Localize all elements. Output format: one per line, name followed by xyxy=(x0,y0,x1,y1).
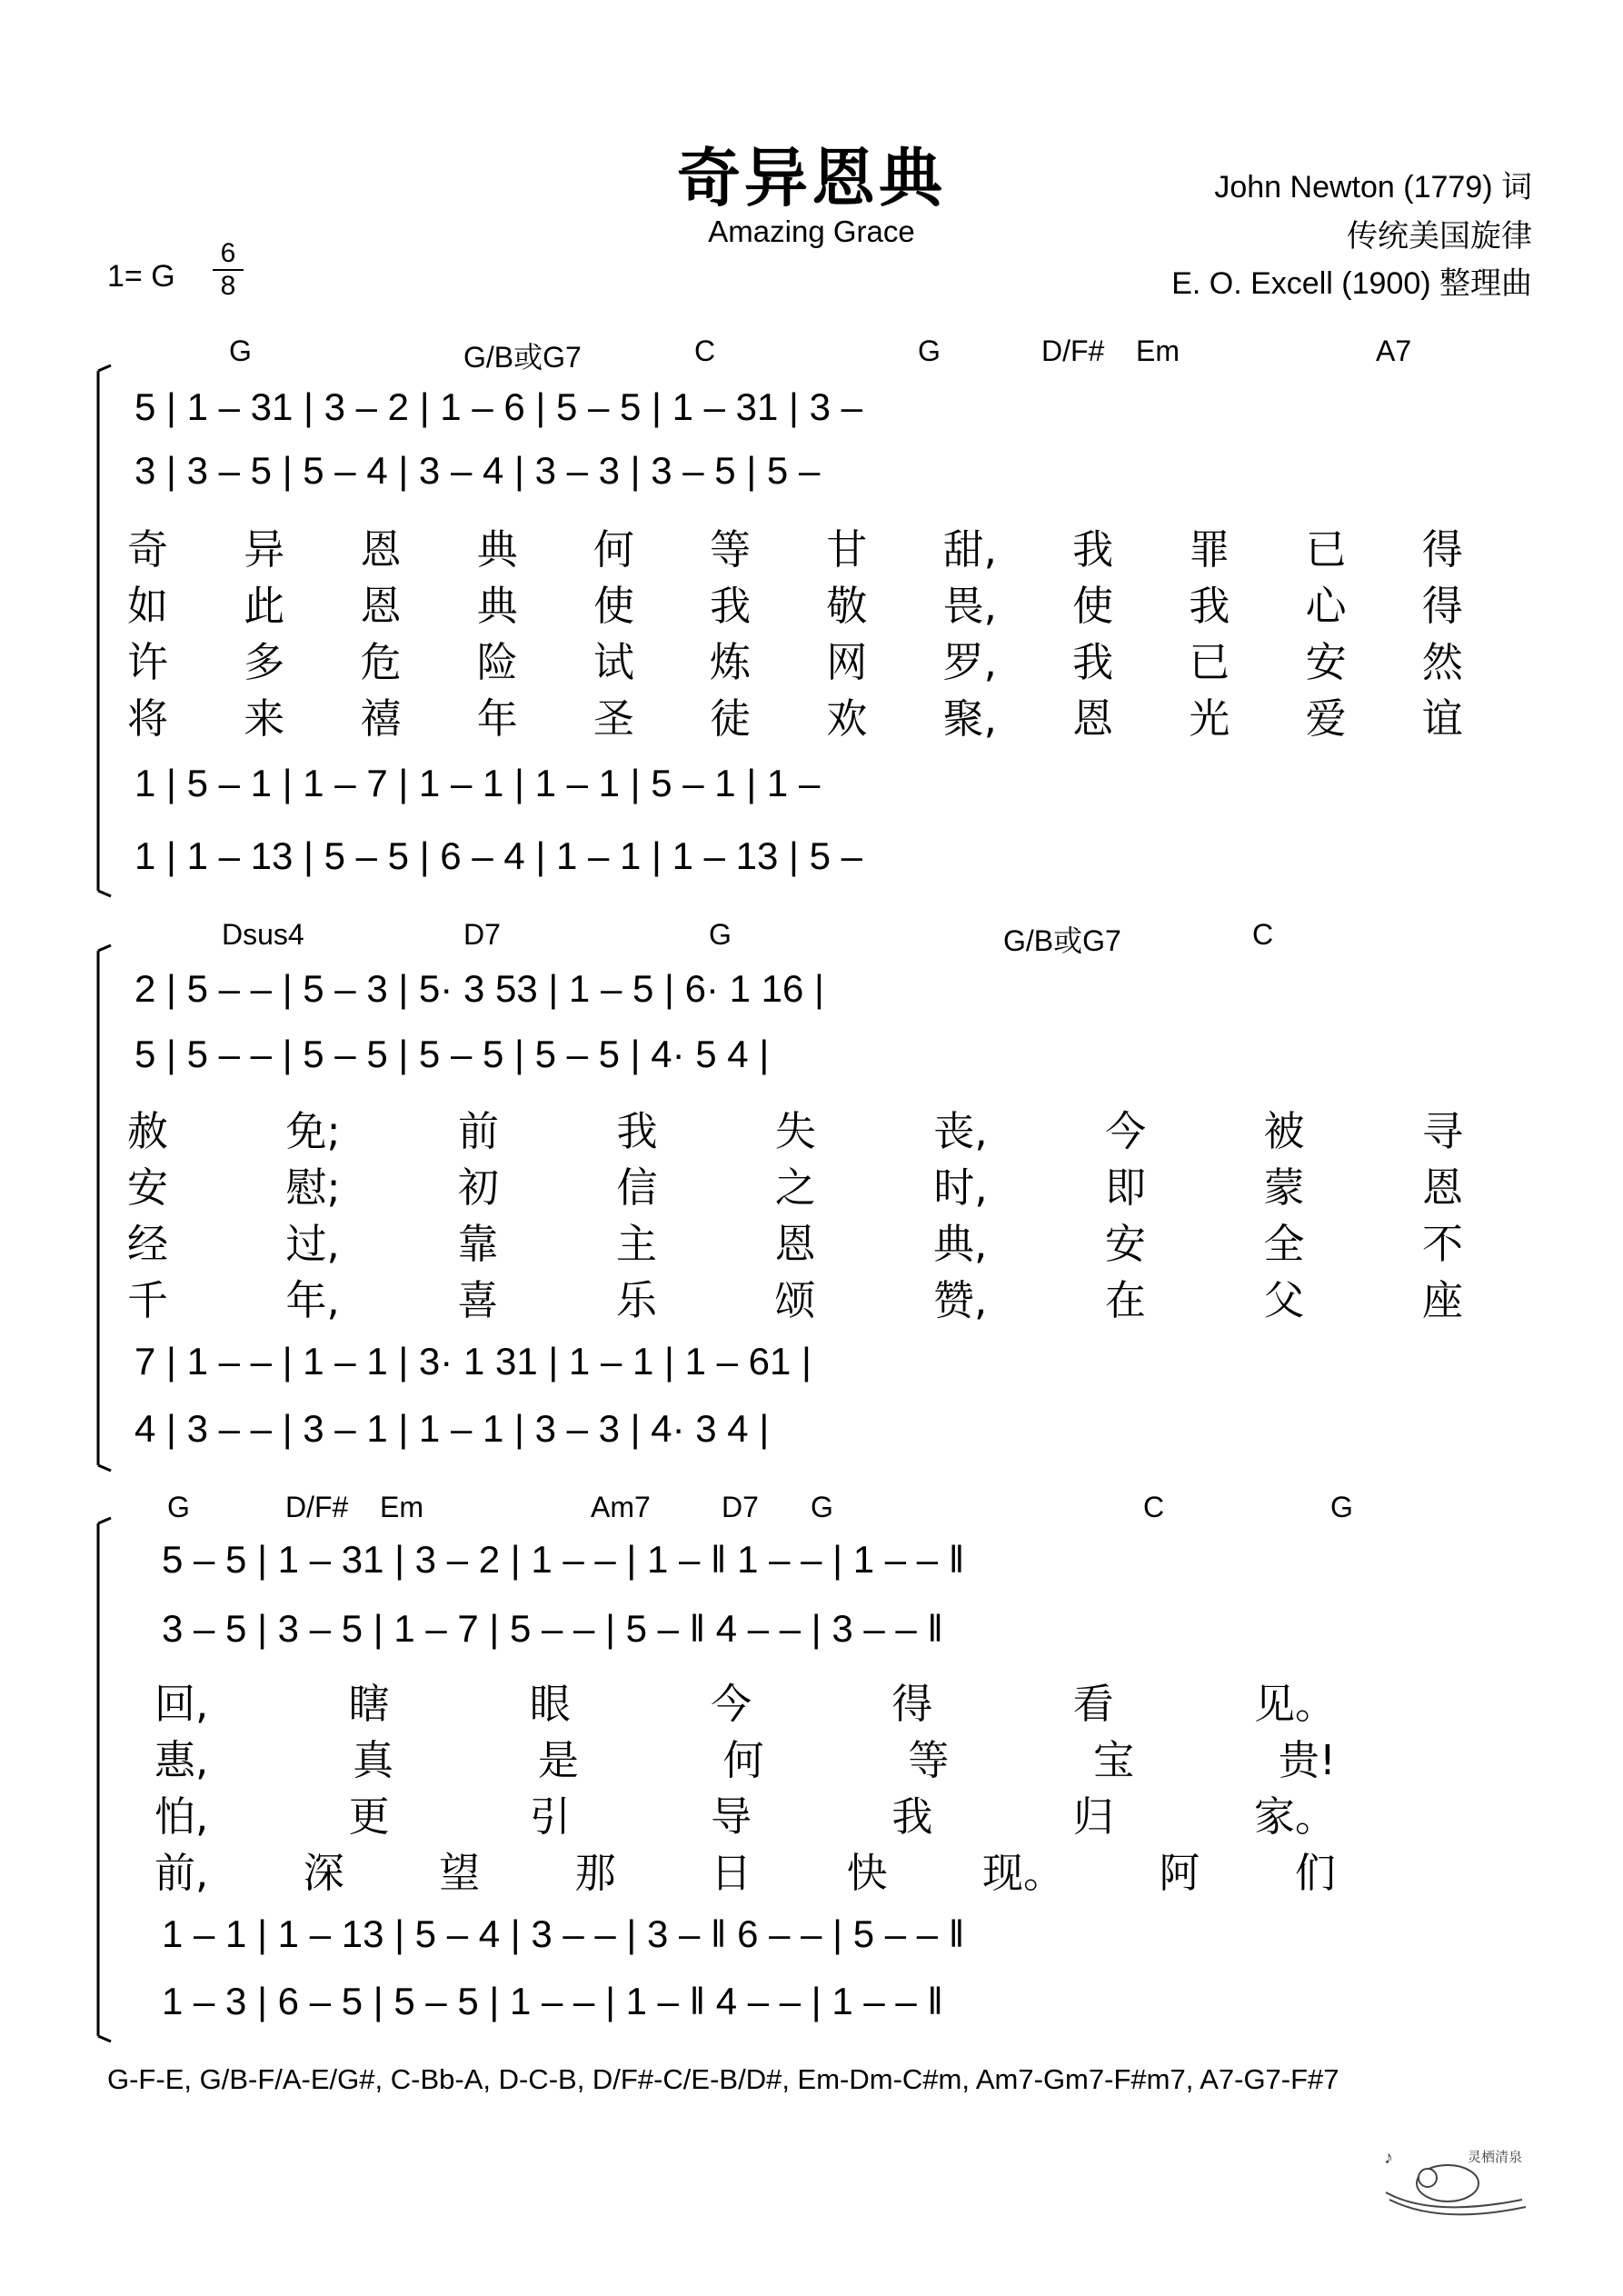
lyric-syllable: 使 xyxy=(1072,582,1114,630)
lyric-syllable: 深 xyxy=(303,1849,344,1897)
chord-symbol: Em xyxy=(1136,334,1180,367)
lyric-syllable: 欢 xyxy=(826,694,868,743)
lyric-syllable: 恩 xyxy=(360,525,402,574)
lyric-syllable: 前, xyxy=(154,1849,209,1897)
lyric-syllable: 何 xyxy=(592,525,634,574)
staff-line xyxy=(98,891,111,896)
lyric-syllable: 即 xyxy=(1105,1163,1147,1212)
staff-line xyxy=(98,945,111,951)
lyric-syllable: 甜, xyxy=(942,525,997,574)
lyric-verse-2 xyxy=(127,573,1463,632)
lyric-syllable: 将 xyxy=(127,694,169,743)
lyric-syllable: 失 xyxy=(774,1107,816,1155)
lyric-syllable: 聚, xyxy=(942,694,997,743)
lyric-syllable: 许 xyxy=(127,638,169,686)
lyric-syllable: 典 xyxy=(476,582,518,630)
lyric-syllable: 导 xyxy=(711,1792,752,1841)
lyric-syllable: 异 xyxy=(244,525,285,574)
lyric-syllable: 得 xyxy=(891,1680,933,1728)
lyric-syllable: 已 xyxy=(1305,525,1347,574)
lyric-verse-1 xyxy=(127,1098,1463,1157)
alto-part: 5 | 5 – – | 5 – 5 | 5 – 5 | 5 – 5 | 4· 5 4 | xyxy=(134,1033,770,1075)
lyric-syllable: 日 xyxy=(711,1849,752,1897)
soprano-part: 2 | 5 – – | 5 – 3 | 5· 3 53 | 1 – 5 | 6· 1 16 | xyxy=(134,967,824,1010)
lyric-syllable: 我 xyxy=(1072,525,1114,574)
lyric-syllable: 恩 xyxy=(360,582,402,630)
lyric-syllable: 我 xyxy=(1189,582,1230,630)
lyric-syllable: 如 xyxy=(127,582,169,630)
lyric-syllable: 得 xyxy=(1421,525,1463,574)
lyric-syllable: 父 xyxy=(1263,1276,1305,1324)
lyric-syllable: 前 xyxy=(458,1107,500,1155)
chord-symbol: G/B或G7 xyxy=(1003,924,1121,957)
lyric-syllable: 主 xyxy=(615,1220,657,1268)
lyric-syllable: 是 xyxy=(537,1736,579,1784)
lyric-verse-3 xyxy=(154,1783,1336,1842)
lyric-syllable: 看 xyxy=(1072,1680,1114,1728)
lyric-syllable: 免; xyxy=(285,1107,341,1155)
lyric-syllable: 在 xyxy=(1104,1276,1146,1324)
lyric-verse-3 xyxy=(127,1211,1463,1270)
staff-line xyxy=(98,2036,111,2041)
chord-symbol: G xyxy=(167,1491,190,1523)
lyric-syllable: 引 xyxy=(529,1792,571,1841)
lyric-syllable: 阿 xyxy=(1159,1849,1200,1897)
lyric-syllable: 恩 xyxy=(1072,694,1114,743)
lyric-syllable: 千 xyxy=(127,1276,169,1324)
chord-symbol: D/F# xyxy=(1041,334,1105,367)
lyric-syllable: 真 xyxy=(353,1736,394,1784)
chord-symbol: A7 xyxy=(1376,334,1412,367)
chord-symbol: G xyxy=(229,334,252,367)
lyric-syllable: 炼 xyxy=(710,638,752,686)
lyric-syllable: 等 xyxy=(908,1736,950,1784)
lyric-syllable: 甘 xyxy=(826,525,868,574)
lyric-syllable: 蒙 xyxy=(1263,1163,1305,1212)
lyric-syllable: 颂 xyxy=(774,1276,816,1324)
lyricist-credit: John Newton (1779) 词 xyxy=(1214,170,1532,205)
lyric-syllable: 险 xyxy=(476,638,518,686)
lyric-syllable: 徒 xyxy=(710,694,752,743)
tenor-part: 7 | 1 – – | 1 – 1 | 3· 1 31 | 1 – 1 | 1 – 61 | xyxy=(134,1340,812,1383)
lyric-syllable: 经 xyxy=(127,1220,169,1268)
lyric-syllable: 典, xyxy=(933,1220,988,1268)
lyric-syllable: 初 xyxy=(458,1163,500,1212)
lyric-syllable: 安 xyxy=(127,1163,169,1212)
lyric-syllable: 恩 xyxy=(774,1220,816,1268)
lyric-syllable: 试 xyxy=(592,638,634,686)
chord-symbol: D7 xyxy=(722,1491,759,1523)
chord-symbol: Dsus4 xyxy=(222,918,304,951)
chord-symbol: C xyxy=(694,334,716,367)
lyric-syllable: 畏, xyxy=(942,582,997,630)
lyric-verse-4 xyxy=(127,685,1463,744)
lyric-syllable: 望 xyxy=(439,1849,481,1897)
lyric-syllable: 敬 xyxy=(826,582,868,630)
lyric-verse-4 xyxy=(127,1267,1463,1326)
key-signature: 1= G xyxy=(107,259,175,294)
lyric-syllable: 谊 xyxy=(1421,694,1463,743)
lyric-syllable: 今 xyxy=(1105,1107,1147,1155)
staff-line xyxy=(98,1518,111,1523)
lyric-syllable: 禧 xyxy=(360,694,402,743)
lyric-syllable: 已 xyxy=(1189,638,1230,686)
lyric-syllable: 现。 xyxy=(982,1849,1065,1897)
lyric-syllable: 寻 xyxy=(1421,1107,1463,1155)
lyric-syllable: 奇 xyxy=(127,525,169,574)
soprano-part: 5 | 1 – 31 | 3 – 2 | 1 – 6 | 5 – 5 | 1 – 31 | 3 – xyxy=(134,385,863,428)
lyric-syllable: 罪 xyxy=(1189,525,1230,574)
lyric-syllable: 家。 xyxy=(1253,1792,1336,1841)
svg-text:♪: ♪ xyxy=(1384,2148,1393,2168)
lyric-syllable: 回, xyxy=(154,1680,209,1728)
logo-text: 灵栖清泉 xyxy=(1468,2149,1523,2165)
lyric-syllable: 乐 xyxy=(615,1276,657,1324)
lyric-syllable: 之 xyxy=(774,1163,816,1212)
chord-symbol: C xyxy=(1252,918,1274,951)
chord-symbol: D7 xyxy=(463,918,501,951)
lyric-syllable: 安 xyxy=(1305,638,1347,686)
lyric-verse-4 xyxy=(154,1840,1336,1899)
bass-part: 1 | 1 – 13 | 5 – 5 | 6 – 4 | 1 – 1 | 1 – 13 | 5 – xyxy=(134,834,863,877)
lyric-syllable: 丧, xyxy=(933,1107,988,1155)
lyric-syllable: 更 xyxy=(348,1792,390,1841)
lyric-syllable: 此 xyxy=(244,582,285,630)
lyric-syllable: 恩 xyxy=(1421,1163,1463,1212)
sheep-logo-icon xyxy=(1377,2136,1540,2227)
chord-symbol: G xyxy=(1330,1491,1353,1523)
alto-part: 3 – 5 | 3 – 5 | 1 – 7 | 5 – – | 5 – ‖ 4 – – | 3 – – ‖ xyxy=(162,1607,943,1650)
tenor-part: 1 | 5 – 1 | 1 – 7 | 1 – 1 | 1 – 1 | 5 – 1 | 1 – xyxy=(134,762,821,804)
chord-symbol: G/B或G7 xyxy=(463,341,582,374)
chord-symbol: C xyxy=(1143,1491,1165,1523)
chord-symbol: Em xyxy=(380,1491,423,1523)
lyric-syllable: 得 xyxy=(1421,582,1463,630)
lyric-syllable: 我 xyxy=(1072,638,1114,686)
lyric-syllable: 典 xyxy=(476,525,518,574)
lyric-syllable: 瞎 xyxy=(348,1680,390,1728)
lyric-syllable: 我 xyxy=(891,1792,933,1841)
lyric-syllable: 被 xyxy=(1263,1107,1305,1155)
lyric-syllable: 们 xyxy=(1294,1849,1336,1897)
chord-symbol: G xyxy=(918,334,941,367)
lyric-syllable: 宝 xyxy=(1093,1736,1135,1784)
lyric-verse-3 xyxy=(127,629,1463,688)
lyric-syllable: 座 xyxy=(1421,1276,1463,1324)
chord-transposition-note: G-F-E, G/B-F/A-E/G#, C-Bb-A, D-C-B, D/F#-C/E-B/D#, Em-Dm-C#m, Am7-Gm7-F#m7, A7-G7-F#7 xyxy=(107,2063,1339,2095)
chord-symbol: Am7 xyxy=(591,1491,651,1523)
lyric-syllable: 年 xyxy=(476,694,518,743)
lyric-syllable: 不 xyxy=(1421,1220,1463,1268)
lyric-syllable: 全 xyxy=(1263,1220,1305,1268)
lyric-syllable: 然 xyxy=(1421,638,1463,686)
lyric-syllable: 来 xyxy=(244,694,285,743)
lyric-syllable: 慰; xyxy=(285,1163,341,1212)
lyric-syllable: 使 xyxy=(592,582,634,630)
lyric-syllable: 多 xyxy=(244,638,285,686)
lyric-syllable: 爱 xyxy=(1305,694,1347,743)
lyric-syllable: 赦 xyxy=(127,1107,169,1155)
lyric-syllable: 归 xyxy=(1072,1792,1114,1841)
tenor-part: 1 – 1 | 1 – 13 | 5 – 4 | 3 – – | 3 – ‖ 6 – – | 5 – – ‖ xyxy=(162,1912,965,1955)
lyric-syllable: 等 xyxy=(710,525,752,574)
meter-top: 6 xyxy=(220,238,236,268)
lyric-syllable: 贵! xyxy=(1278,1736,1336,1784)
bass-part: 1 – 3 | 6 – 5 | 5 – 5 | 1 – – | 1 – ‖ 4 – – | 1 – – ‖ xyxy=(162,1980,943,2022)
chord-symbol: G xyxy=(709,918,732,951)
lyric-syllable: 怕, xyxy=(154,1792,209,1841)
lyric-verse-1 xyxy=(127,516,1463,575)
song-subtitle: Amazing Grace xyxy=(708,215,915,248)
lyric-syllable: 靠 xyxy=(457,1220,499,1268)
lyric-verse-2 xyxy=(127,1154,1463,1213)
alto-part: 3 | 3 – 5 | 5 – 4 | 3 – 4 | 3 – 3 | 3 – 5 | 5 – xyxy=(134,449,821,492)
chord-symbol: D/F# xyxy=(285,1491,349,1523)
lyric-verse-1 xyxy=(154,1671,1336,1730)
lyric-syllable: 我 xyxy=(616,1107,658,1155)
lyric-syllable: 安 xyxy=(1104,1220,1146,1268)
lyric-syllable: 年, xyxy=(285,1276,340,1324)
lyric-syllable: 圣 xyxy=(592,694,634,743)
bass-part: 4 | 3 – – | 3 – 1 | 1 – 1 | 3 – 3 | 4· 3 4 | xyxy=(134,1407,770,1450)
lyric-syllable: 光 xyxy=(1189,694,1230,743)
lyric-syllable: 信 xyxy=(616,1163,658,1212)
lyric-syllable: 那 xyxy=(574,1849,616,1897)
lyric-syllable: 惠, xyxy=(154,1736,209,1784)
lyric-syllable: 危 xyxy=(360,638,402,686)
lyric-syllable: 何 xyxy=(722,1736,764,1784)
lyric-syllable: 眼 xyxy=(529,1680,571,1728)
lyric-syllable: 网 xyxy=(826,638,868,686)
lyric-syllable: 心 xyxy=(1305,582,1347,630)
lyric-syllable: 罗, xyxy=(942,638,997,686)
melody-credit: 传统美国旋律 xyxy=(1347,219,1532,254)
staff-line xyxy=(98,365,111,371)
soprano-part: 5 – 5 | 1 – 31 | 3 – 2 | 1 – – | 1 – ‖ 1 – – | 1 – – ‖ xyxy=(162,1538,965,1581)
arranger-credit: E. O. Excell (1900) 整理曲 xyxy=(1171,266,1532,301)
staff-line xyxy=(98,1465,111,1471)
lyric-syllable: 喜 xyxy=(457,1276,499,1324)
lyric-syllable: 我 xyxy=(710,582,752,630)
lyric-syllable: 见。 xyxy=(1253,1680,1336,1728)
chord-symbol: G xyxy=(811,1491,833,1523)
lyric-verse-2 xyxy=(154,1727,1336,1786)
lyric-syllable: 时, xyxy=(933,1163,988,1212)
lyric-syllable: 赞, xyxy=(933,1276,988,1324)
meter-bottom: 8 xyxy=(220,271,236,301)
lyric-syllable: 过, xyxy=(285,1220,340,1268)
song-title: 奇异恩典 xyxy=(677,143,946,214)
lyric-syllable: 今 xyxy=(711,1680,752,1728)
lyric-syllable: 快 xyxy=(846,1849,888,1897)
